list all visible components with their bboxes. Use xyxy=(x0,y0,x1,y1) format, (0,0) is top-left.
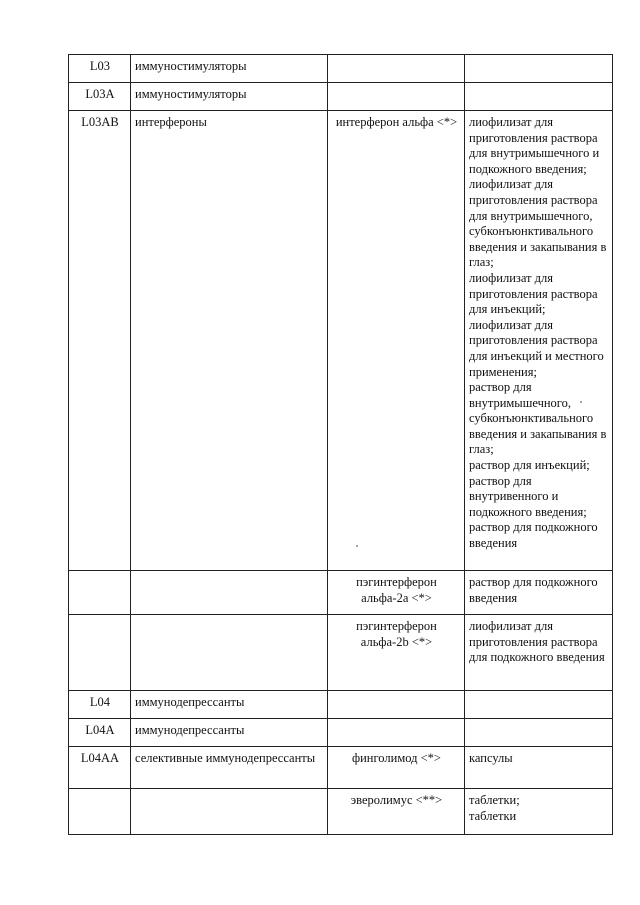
drug-name xyxy=(328,55,465,83)
atc-group xyxy=(131,789,328,835)
dosage-forms: таблетки; таблетки xyxy=(465,789,613,835)
dosage-forms xyxy=(465,719,613,747)
atc-code: L04AA xyxy=(69,747,131,789)
table-row xyxy=(69,789,613,835)
atc-code xyxy=(69,615,131,691)
drug-name: интерферон альфа <*> xyxy=(328,111,465,571)
atc-group xyxy=(131,571,328,615)
medicines-table xyxy=(68,54,613,835)
drug-name xyxy=(328,719,465,747)
atc-group: иммуностимуляторы xyxy=(131,55,328,83)
dosage-forms: лиофилизат для приготовления раствора для внутримышечного и подкожного введения; лиофилизат для приготовления раствора для внутримышечного, субконъюнктивального введения и закапывания в глаз; лиофилизат для приготовления раствора для инъекций; лиофилизат для приготовления раствора для инъекций и местного применения; раствор для внутримышечного, субконъюнктивального введения и закапывания в глаз; раствор для инъекций; раствор для внутривенного и подкожного введения; раствор для подкожного введения xyxy=(465,111,613,571)
table-row xyxy=(69,55,613,83)
table-row xyxy=(69,747,613,789)
atc-code: L03A xyxy=(69,83,131,111)
atc-code: L03 xyxy=(69,55,131,83)
atc-group xyxy=(131,615,328,691)
dosage-forms: лиофилизат для приготовления раствора для подкожного введения xyxy=(465,615,613,691)
drug-name xyxy=(328,83,465,111)
table-row xyxy=(69,83,613,111)
atc-group: иммунодепрессанты xyxy=(131,691,328,719)
atc-group: селективные иммунодепрессанты xyxy=(131,747,328,789)
drug-name: пэгинтерферон альфа-2b <*> xyxy=(328,615,465,691)
dosage-forms: капсулы xyxy=(465,747,613,789)
dosage-forms xyxy=(465,55,613,83)
dosage-forms xyxy=(465,691,613,719)
drug-name: эверолимус <**> xyxy=(328,789,465,835)
table-row xyxy=(69,691,613,719)
atc-group: интерфероны xyxy=(131,111,328,571)
dosage-forms: раствор для подкожного введения xyxy=(465,571,613,615)
scan-speck xyxy=(356,545,358,547)
table-row xyxy=(69,719,613,747)
atc-group: иммунодепрессанты xyxy=(131,719,328,747)
atc-group: иммуностимуляторы xyxy=(131,83,328,111)
atc-code: L04A xyxy=(69,719,131,747)
dosage-forms xyxy=(465,83,613,111)
table-row xyxy=(69,615,613,691)
drug-name: пэгинтерферон альфа-2a <*> xyxy=(328,571,465,615)
atc-code: L03AB xyxy=(69,111,131,571)
scan-speck xyxy=(580,401,582,403)
atc-code xyxy=(69,571,131,615)
atc-code: L04 xyxy=(69,691,131,719)
drug-name: финголимод <*> xyxy=(328,747,465,789)
table-row xyxy=(69,571,613,615)
drug-name xyxy=(328,691,465,719)
table-row xyxy=(69,111,613,571)
atc-code xyxy=(69,789,131,835)
